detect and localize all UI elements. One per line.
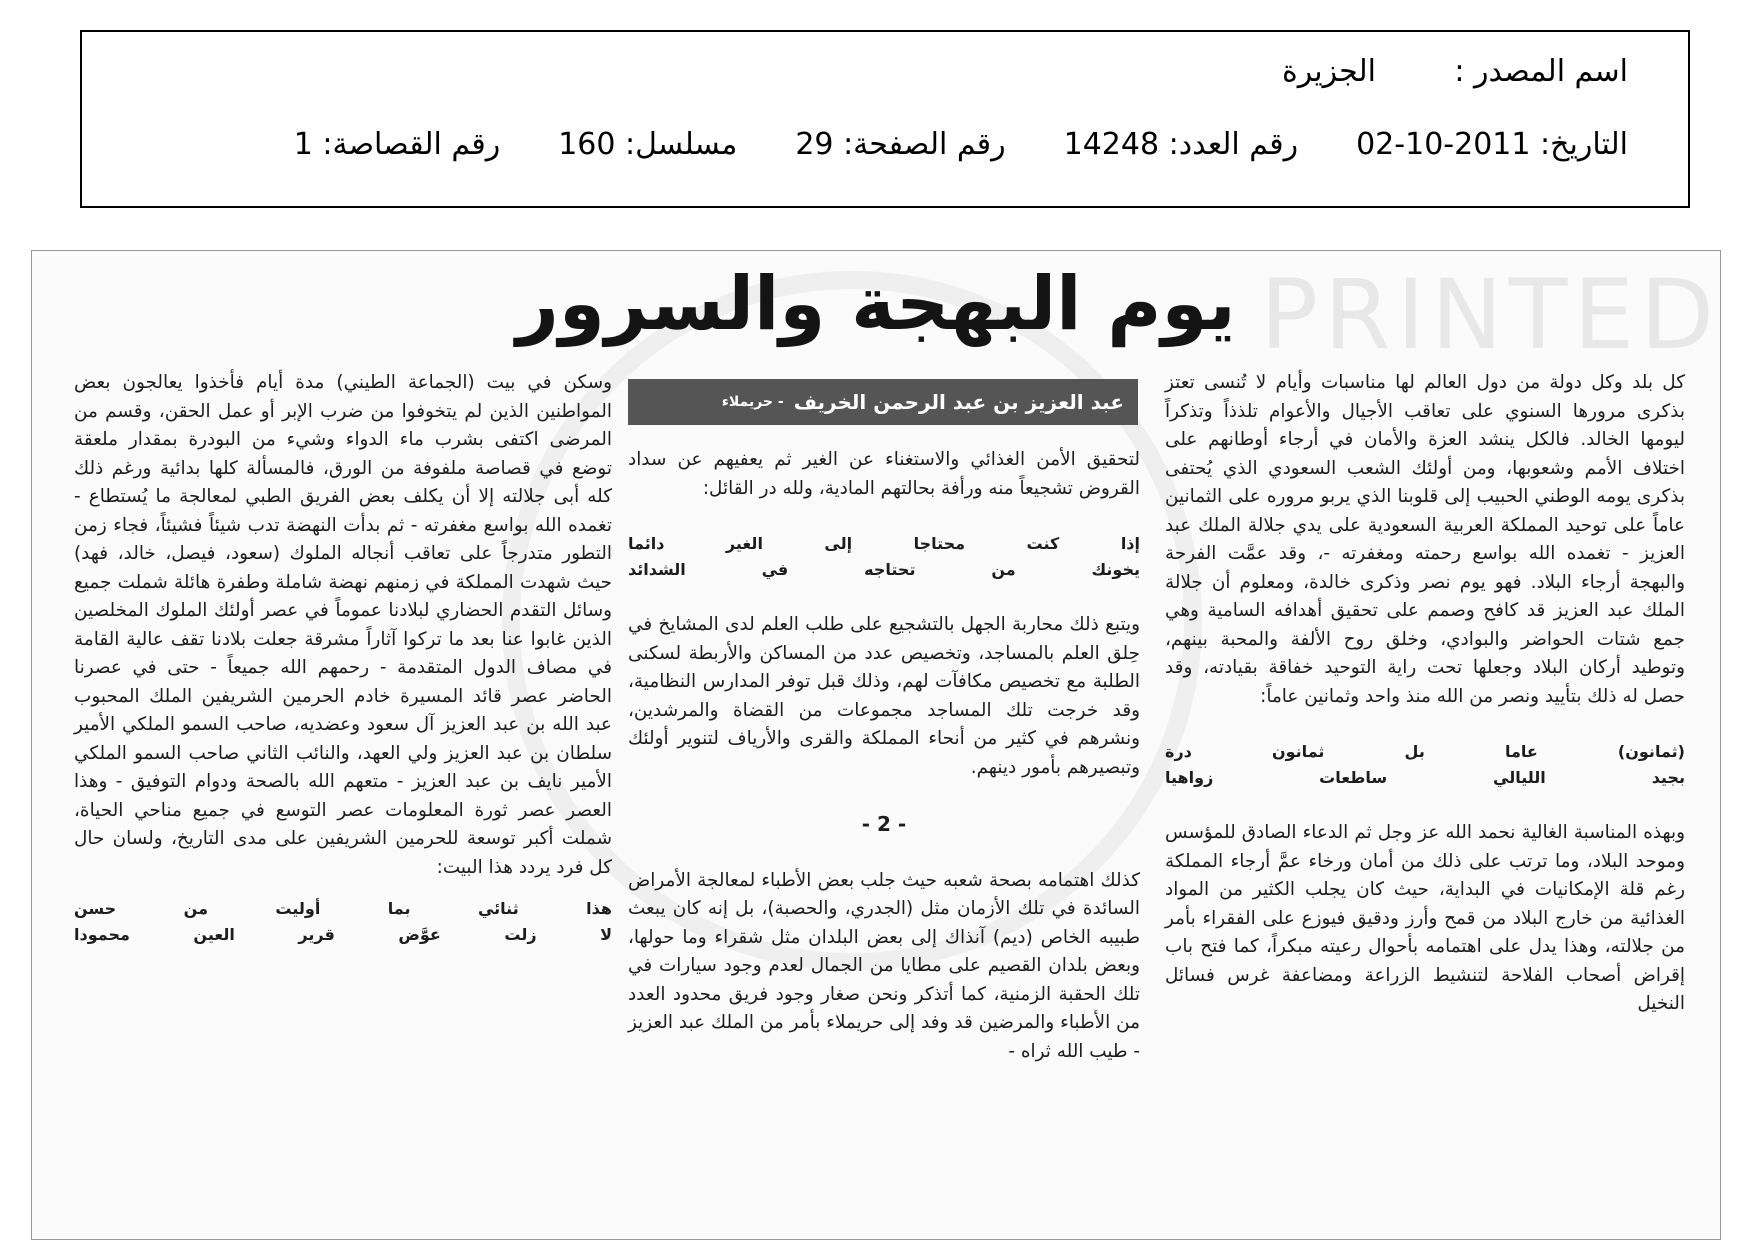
clip-number-field: رقم القصاصة: 1	[293, 127, 501, 162]
serial-field: مسلسل: 160	[558, 127, 738, 162]
meta-row	[294, 127, 1628, 162]
author-place: - حريملاء	[721, 394, 784, 410]
paragraph: لتحقيق الأمن الغذائي والاستغناء عن الغير ثم يعفيهم عن سداد القروض تشجيعاً منه ورأفة بحالتهم المادية، ولله در القائل:	[628, 449, 1140, 499]
paragraph: وبهذه المناسبة الغالية نحمد الله عز وجل ثم الدعاء الصادق للمؤسس وموحد البلاد، وما ترتب على ذلك من أمان ورخاء عمَّ أرجاء المملكة رغم قلة الإمكانيات في البداية، حيث كان يجلب الكثير من المواد الغذائية من خارج البلاد من قمح وأرز ودقيق فيوزع على الفقراء بأمر من جلالته، وهذا يدل على اهتمامه بأحوال رعيته مبكراً، كما فتح باب إقراض أصحاب الفلاحة لتنشيط الزراعة ومضاعفة غرس فسائل النخيل	[1165, 822, 1685, 1014]
paragraph: ويتبع ذلك محاربة الجهل بالتشجيع على طلب العلم لدى المشايخ في حِلق العلم بالمساجد، وتخصيص عدد من المساكن والأربطة لسكنى الطلبة مع تخصيص مكافآت لهم، وذلك قبل توفر المدارس النظامية، وقد خرجت تلك المساجد مجموعات من القضاة والمرشدين، ونشرهم في كثير من أنحاء المملكة والقرى والأرياف لتنوير أولئك وتبصيرهم بأمور دينهم.	[628, 614, 1140, 778]
author-byline	[628, 379, 1138, 425]
source-row	[1282, 54, 1628, 89]
newspaper-clipping	[31, 250, 1721, 1240]
author-name: عبد العزيز بن عبد الرحمن الخريف	[793, 390, 1124, 414]
date-field: التاريخ: 2011-10-02	[1356, 127, 1628, 162]
article-column-left	[74, 369, 612, 948]
issue-field: رقم العدد: 14248	[1063, 127, 1299, 162]
poem-line: هذا ثنائي بما أوليت من حسن	[74, 899, 612, 918]
paragraph: كذلك اهتمامه بصحة شعبه حيث جلب بعض الأطباء لمعالجة الأمراض السائدة في تلك الأزمان مثل (الجدري، والحصبة)، بل إنه كان يبعث طبيبه الخاص (ديم) آنذاك إلى بعض البلدان مثل شقراء وما حولها، وبعض بلدان القصيم على مطايا من الجمال لعدم وجود سيارات في تلك الحقبة الزمنية، كما أتذكر ونحن صغار وجود فريق محدود العدد من الأطباء والمرضين قد وفد إلى حريملاء بأمر من الملك عبد العزيز - طيب الله ثراه -	[628, 869, 1140, 1062]
source-label: اسم المصدر :	[1454, 54, 1628, 89]
poem-line: يخونك من تحتاجه في الشدائد	[628, 560, 1140, 579]
section-separator: - 2 -	[861, 812, 907, 836]
poem-line: إذا كنت محتاجا إلى الغير دائما	[628, 534, 1140, 553]
source-value: الجزيرة	[1281, 54, 1376, 89]
article-column-middle	[628, 446, 1140, 1066]
poem-line: (ثمانون) عاما بل ثمانون درة	[1165, 742, 1685, 761]
clipping-info-box	[80, 30, 1690, 208]
article-column-right	[1165, 369, 1685, 1019]
article-headline: يوم البهجة والسرور	[516, 261, 1236, 347]
paragraph: كل بلد وكل دولة من دول العالم لها مناسبات وأيام لا تُنسى تعتز بذكرى مرورها السنوي على تعاقب الأجيال والأعوام تلذذاً وتذكراً ليومها الخالد. فالكل ينشد العزة والأمان في أرجاء أوطانهم على اختلاف الأمم وشعوبها، ومن أولئك الشعب السعودي الذي يُحتفى بذكرى يومه الوطني الحبيب إلى قلوبنا الذي يربو مروره على الثمانين عاماً على توحيد المملكة العربية السعودية على يدي جلالة الملك عبد العزيز - تغمده الله بواسع رحمته ومغفرته -، وقد عمَّت الفرحة والبهجة أرجاء البلاد. فهو يوم نصر وذكرى خالدة، ومعلوم أن جلالة الملك عبد العزيز قد كافح وصمم على تحقيق أهدافه السامية وهي جمع شتات الحواضر والبوادي، وخلق روح الألفة والمحبة بينهم، وتوطيد أركان البلاد وجعلها تحت راية التوحيد خفاقة بقيادته، وقد حصل له ذلك بتأييد ونصر من الله منذ واحد وثمانين عاماً:	[1165, 372, 1685, 707]
watermark-text: PRINTED	[1260, 259, 1720, 371]
poem-line: لا زلت عوَّض قرير العين محمودا	[74, 925, 612, 944]
page-field: رقم الصفحة: 29	[795, 127, 1006, 162]
poem-line: بجيد الليالي ساطعات زواهيا	[1165, 768, 1685, 787]
paragraph: وسكن في بيت (الجماعة الطيني) مدة أيام فأخذوا يعالجون بعض المواطنين الذين لم يتخوفوا من ضرب الإبر أو عمل الحقن، وقسم من المرضى اكتفى بشرب ماء الدواء وشيء من البودرة بمقدار ملعقة توضع في قصاصة ملفوفة من الورق، فالمسألة كلها بدائية ورغم ذلك كله أبى جلالته إلا أن يكلف بعض الفريق الطبي لمعالجة ما يُستطاع - تغمده الله بواسع مغفرته - ثم بدأت النهضة تدب شيئاً فشيئاً، فجاء زمن التطور متدرجاً على تعاقب أنجاله الملوك (سعود، فيصل، خالد، فهد) حيث شهدت المملكة في زمنهم نهضة شاملة وطفرة هائلة شملت جميع وسائل التقدم الحضاري لبلادنا عموماً في عصر أولئك الملوك المخلصين الذين غابوا عنا بعد ما تركوا آثاراً مشرقة جعلت بلادنا تقف عالية القامة في مصاف الدول المتقدمة - رحمهم الله جميعاً - حتى في عصرنا الحاضر عصر قائد المسيرة خادم الحرمين الشريفين الملك المحبوب عبد الله بن عبد العزيز آل سعود وعضديه، صاحب السمو الملكي الأمير سلطان بن عبد العزيز ولي العهد، والنائب الثاني صاحب السمو الملكي الأمير نايف بن عبد العزيز - متعهم الله بالصحة ودوام التوفيق - وهذا العصر عصر ثورة المعلومات عصر التوسع في جميع مناحي الحياة، شملت أكبر توسعة للحرمين الشريفين على مدى التاريخ، ولسان حال كل فرد يردد هذا البيت:	[74, 372, 612, 878]
